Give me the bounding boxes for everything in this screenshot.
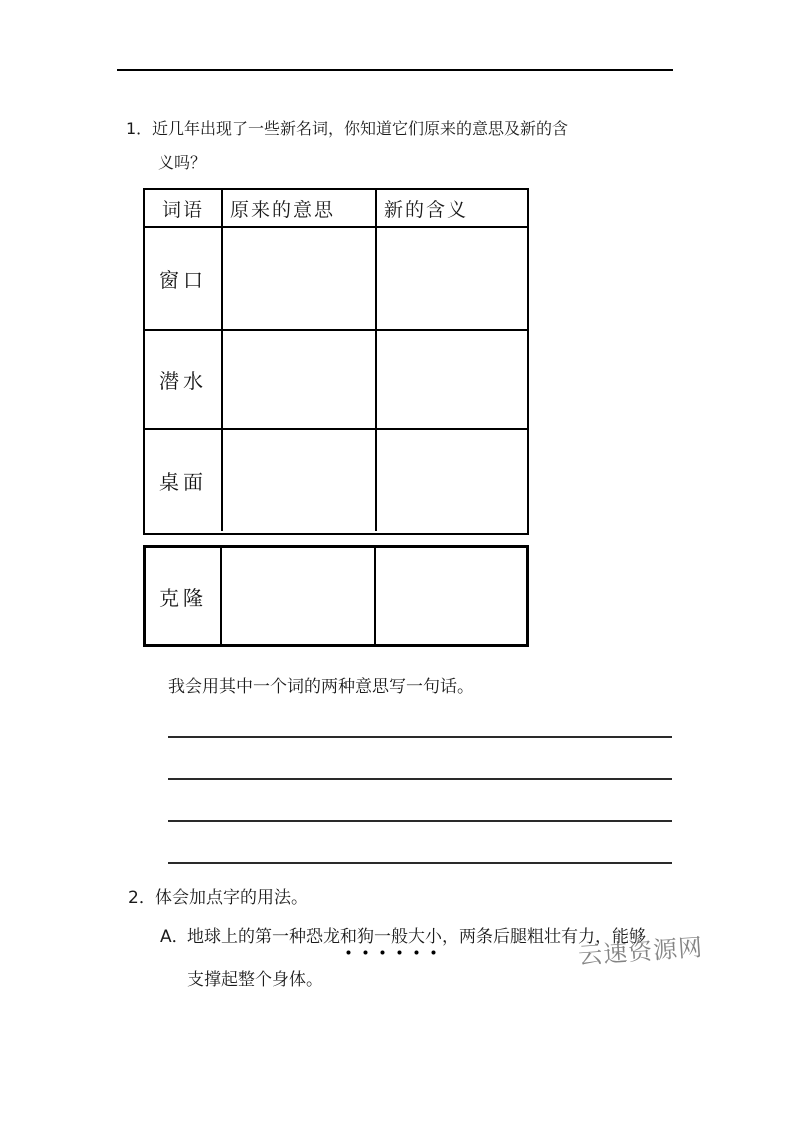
question-1-number: 1．: [126, 119, 153, 138]
word-cell-qianshui: 潜水: [145, 331, 223, 430]
item-a-text-before: 地球上的第一种恐龙: [187, 927, 340, 947]
answer-line-3: [168, 820, 672, 822]
clone-row-box: [143, 545, 529, 647]
empty-cell-original-meaning: [223, 228, 377, 331]
answer-line-1: [168, 736, 672, 738]
item-a-emphasized-text: 和狗一般大小: [340, 927, 442, 956]
answer-line-2: [168, 778, 672, 780]
empty-cell-original-meaning: [223, 430, 377, 531]
question-2-text: 体会加点字的用法。: [155, 888, 308, 908]
question-2: [128, 886, 308, 910]
watermark: 云速资源网: [577, 933, 705, 970]
question-1-text: 近几年出现了一些新名词，你知道它们原来的意思及新的含: [152, 119, 569, 138]
empty-cell-new-meaning: [377, 331, 527, 430]
header-rule: [117, 69, 673, 71]
item-a-line-2: 支撑起整个身体。: [187, 970, 323, 990]
word-cell-kelong: 克隆: [146, 548, 222, 644]
empty-cell-new-meaning: [376, 548, 526, 644]
empty-cell-new-meaning: [377, 228, 527, 331]
answer-line-4: [168, 862, 672, 864]
empty-cell-original-meaning: [222, 548, 376, 644]
vocab-table: [143, 188, 529, 535]
item-a-text-after: ，两条后腿粗壮有力，能够: [442, 927, 646, 947]
word-cell-zhuomian: 桌面: [145, 430, 223, 531]
question-1-line-1: [126, 118, 568, 140]
question-1-line-2: 义吗？: [158, 153, 207, 172]
table-header-word: 词语: [145, 190, 223, 228]
sentence-prompt: 我会用其中一个词的两种意思写一句话。: [168, 677, 474, 697]
empty-cell-original-meaning: [223, 331, 377, 430]
question-2-number: 2．: [128, 888, 156, 908]
empty-cell-new-meaning: [377, 430, 527, 531]
word-cell-chuangkou: 窗口: [145, 228, 223, 331]
item-a-line-1: [160, 925, 646, 949]
table-header-original-meaning: 原来的意思: [223, 190, 377, 228]
item-a-label: A．: [160, 927, 189, 947]
table-header-new-meaning: 新的含义: [377, 190, 527, 228]
